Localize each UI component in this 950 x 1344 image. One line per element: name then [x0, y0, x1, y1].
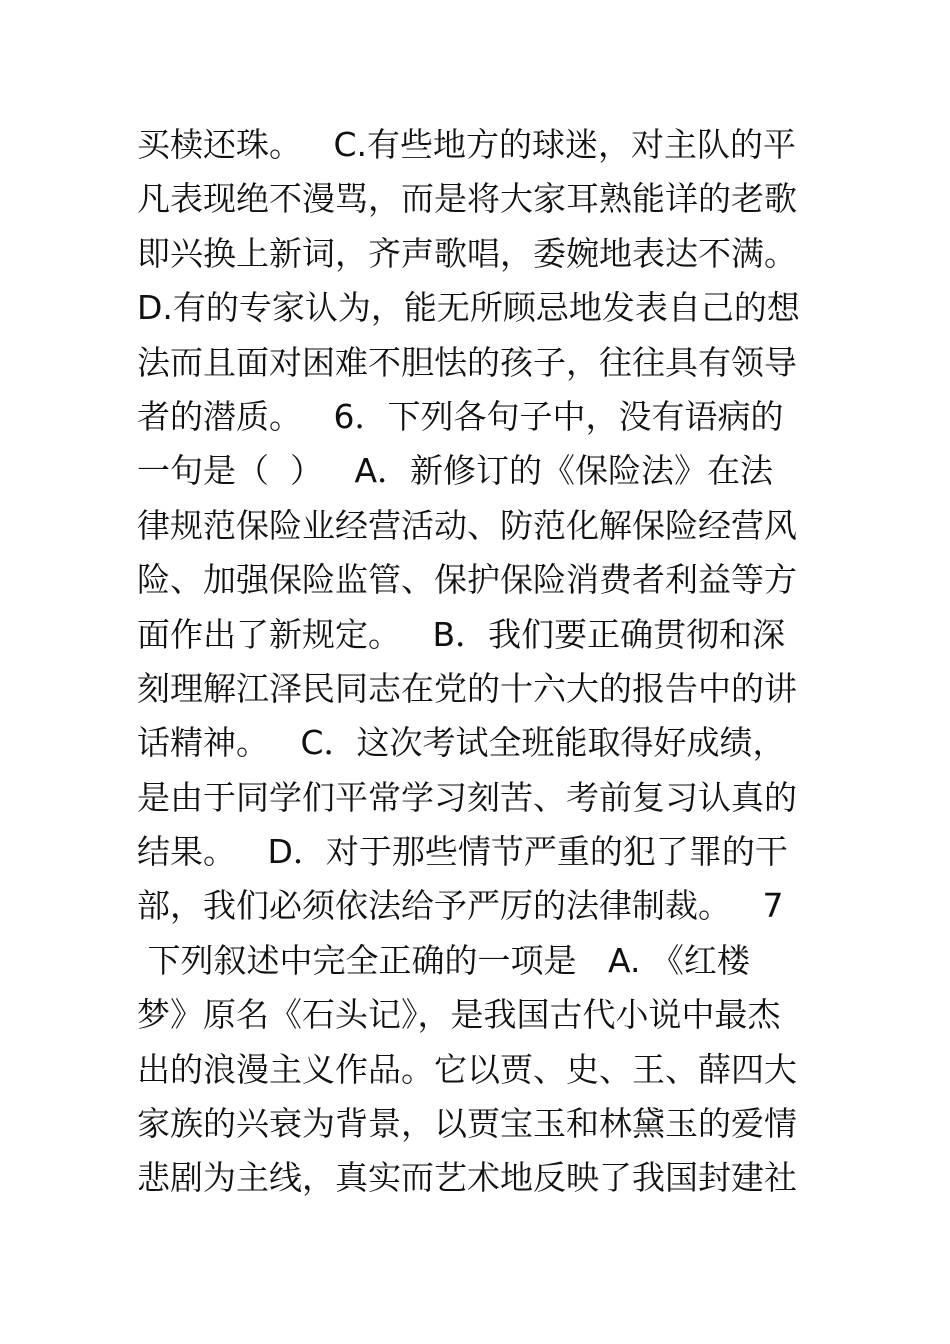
text-line-14: 结果。 D．对于那些情节严重的犯了罪的干 [137, 832, 788, 872]
text-line-3: 即兴换上新词，齐声歌唱，委婉地表达不满。 [137, 233, 797, 273]
text-line-15: 部，我们必须依法给予严厉的法律制裁。 7 [137, 886, 784, 926]
text-line-5: 法而且面对困难不胆怯的孩子，往往具有领导 [137, 342, 797, 382]
text-line-12: 话精神。 C．这次考试全班能取得好成绩， [137, 723, 786, 763]
text-line-10: 面作出了新规定。 B．我们要正确贯彻和深 [137, 614, 786, 654]
text-line-6: 者的潜质。 6．下列各句子中，没有语病的 [137, 396, 784, 436]
text-line-13: 是由于同学们平常学习刻苦、考前复习认真的 [137, 777, 797, 817]
text-line-7: 一句是（ ） A．新修订的《保险法》在法 [137, 451, 774, 491]
text-line-4: D.有的专家认为，能无所顾忌地发表自己的想 [137, 288, 800, 328]
text-line-1: 买椟还珠。 C.有些地方的球迷，对主队的平 [137, 125, 797, 164]
body-text [137, 118, 827, 1206]
text-line-18: 出的浪漫主义作品。它以贾、史、王、薛四大 [137, 1049, 797, 1089]
text-line-11: 刻理解江泽民同志在党的十六大的报告中的讲 [137, 668, 797, 708]
text-line-17: 梦》原名《石头记》，是我国古代小说中最杰 [137, 995, 781, 1035]
text-line-19: 家族的兴衰为背景，以贾宝玉和林黛玉的爱情 [137, 1104, 797, 1144]
text-line-16: 下列叙述中完全正确的一项是 A. 《红楼 [137, 940, 750, 980]
text-line-9: 险、加强保险监管、保护保险消费者利益等方 [137, 560, 797, 600]
text-line-8: 律规范保险业经营活动、防范化解保险经营风 [137, 505, 797, 545]
text-line-20: 悲剧为主线，真实而艺术地反映了我国封建社 [137, 1158, 797, 1198]
text-line-2: 凡表现绝不漫骂，而是将大家耳熟能详的老歌 [137, 179, 797, 219]
